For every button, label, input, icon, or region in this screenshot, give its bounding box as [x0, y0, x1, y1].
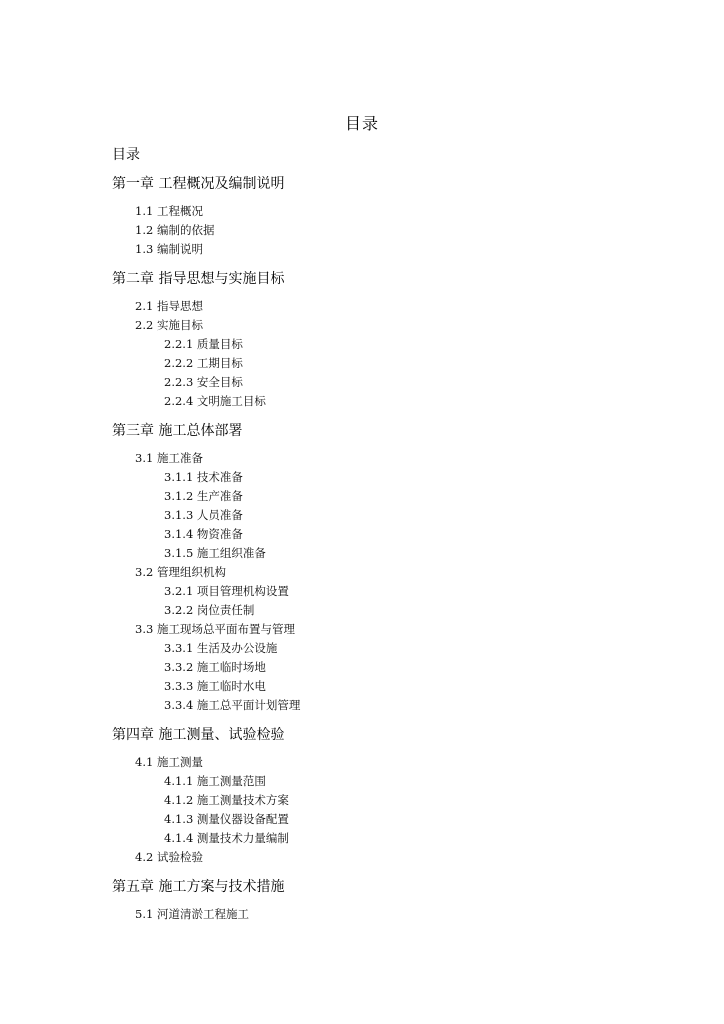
toc-subsection-entry: 3.1.4 物资准备 [164, 527, 243, 541]
toc-subsection-entry: 2.2.2 工期目标 [164, 356, 243, 370]
toc-section-entry: 5.1 河道清淤工程施工 [135, 907, 249, 921]
toc-subsection-entry: 2.2.3 安全目标 [164, 375, 243, 389]
toc-subsection-entry: 3.1.3 人员准备 [164, 508, 243, 522]
toc-section-entry: 4.1 施工测量 [135, 755, 203, 769]
toc-chapter-title: 第四章 施工测量、试验检验 [112, 727, 285, 743]
toc-subsection-entry: 3.3.4 施工总平面计划管理 [164, 698, 301, 712]
toc-subsection-entry: 3.1.1 技术准备 [164, 470, 243, 484]
toc-subsection-entry: 3.3.2 施工临时场地 [164, 660, 266, 674]
toc-section-entry: 2.2 实施目标 [135, 318, 203, 332]
toc-subsection-entry: 4.1.1 施工测量范围 [164, 774, 266, 788]
toc-subsection-entry: 3.2.2 岗位责任制 [164, 603, 255, 617]
toc-chapter-title: 第五章 施工方案与技术措施 [112, 879, 285, 895]
toc-subsection-entry: 4.1.3 测量仪器设备配置 [164, 812, 289, 826]
toc-section-entry: 4.2 试验检验 [135, 850, 203, 864]
toc-chapter-title: 第一章 工程概况及编制说明 [112, 176, 285, 192]
toc-section-entry: 3.2 管理组织机构 [135, 565, 226, 579]
toc-heading: 目录 [112, 147, 140, 163]
toc-subsection-entry: 3.3.1 生活及办公设施 [164, 641, 278, 655]
toc-section-entry: 3.3 施工现场总平面布置与管理 [135, 622, 295, 636]
table-of-contents [112, 145, 672, 924]
toc-subsection-entry: 4.1.4 测量技术力量编制 [164, 831, 289, 845]
toc-subsection-entry: 3.3.3 施工临时水电 [164, 679, 266, 693]
toc-section-entry: 1.1 工程概况 [135, 204, 203, 218]
toc-subsection-entry: 2.2.4 文明施工目标 [164, 394, 266, 408]
toc-subsection-entry: 2.2.1 质量目标 [164, 337, 243, 351]
toc-section-entry: 2.1 指导思想 [135, 299, 203, 313]
toc-section-entry: 3.1 施工准备 [135, 451, 203, 465]
document-title: 目录 [344, 114, 379, 133]
toc-chapter-title: 第三章 施工总体部署 [112, 423, 243, 439]
toc-subsection-entry: 3.1.2 生产准备 [164, 489, 243, 503]
toc-chapter-title: 第二章 指导思想与实施目标 [112, 271, 285, 287]
toc-subsection-entry: 4.1.2 施工测量技术方案 [164, 793, 289, 807]
toc-subsection-entry: 3.2.1 项目管理机构设置 [164, 584, 289, 598]
toc-body [112, 174, 672, 924]
toc-subsection-entry: 3.1.5 施工组织准备 [164, 546, 266, 560]
toc-section-entry: 1.3 编制说明 [135, 242, 203, 256]
toc-section-entry: 1.2 编制的依据 [135, 223, 215, 237]
